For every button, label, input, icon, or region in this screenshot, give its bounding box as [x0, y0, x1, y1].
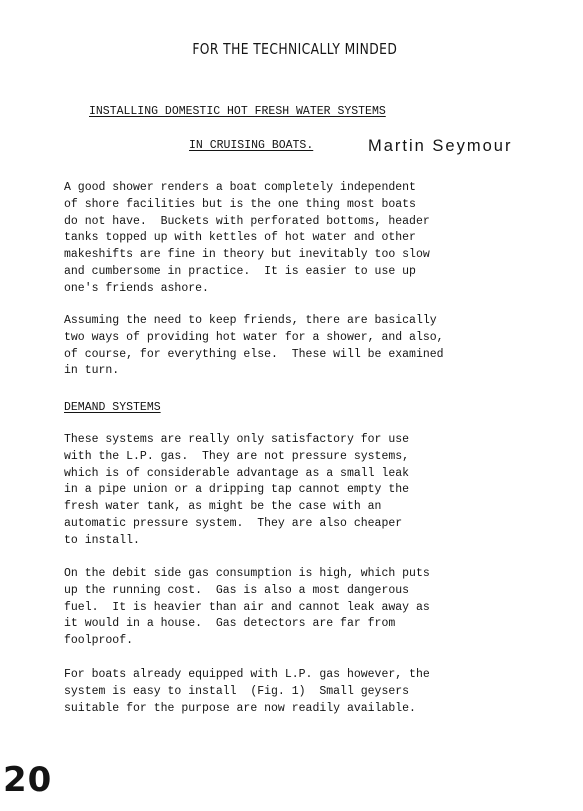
- author-name: Martin Seymour: [368, 137, 513, 155]
- section-heading-demand-systems: DEMAND SYSTEMS: [64, 401, 161, 414]
- paragraph-lp-gas-install: For boats already equipped with L.P. gas however, the system is easy to install (Fig. 1) Small geysers suitable for the purpose are now readily available.: [64, 668, 430, 715]
- article-title-line-2: IN CRUISING BOATS.: [189, 139, 314, 152]
- paragraph-shower-intro: A good shower renders a boat completely independent of shore facilities but is the one thing most boats do not have. Buckets with perforated bottoms, header tanks topped up with kettles of hot water and other makeshifts are fine in theory but inevitably too slow and cumbersome in practice. It is easier to use up one's friends ashore.: [64, 181, 430, 295]
- page-header: FOR THE TECHNICALLY MINDED: [192, 40, 398, 58]
- paragraph-two-ways: Assuming the need to keep friends, there are basically two ways of providing hot water for a shower, and also, of course, for everything else. These will be examined in turn.: [64, 314, 444, 378]
- page-number: 20: [3, 760, 53, 800]
- paragraph-demand-systems: These systems are really only satisfactory for use with the L.P. gas. They are not pressure systems, which is of considerable advantage as a small leak in a pipe union or a dripping tap cannot empty the fresh water tank, as might be the case with an automatic pressure system. They are also cheaper to install.: [64, 433, 410, 547]
- article-title-line-1: INSTALLING DOMESTIC HOT FRESH WATER SYSTEMS: [89, 105, 386, 118]
- paragraph-debit-side: On the debit side gas consumption is high, which puts up the running cost. Gas is also a most dangerous fuel. It is heavier than air and cannot leak away as it would in a house. Gas detectors are far from foolproof.: [64, 567, 430, 648]
